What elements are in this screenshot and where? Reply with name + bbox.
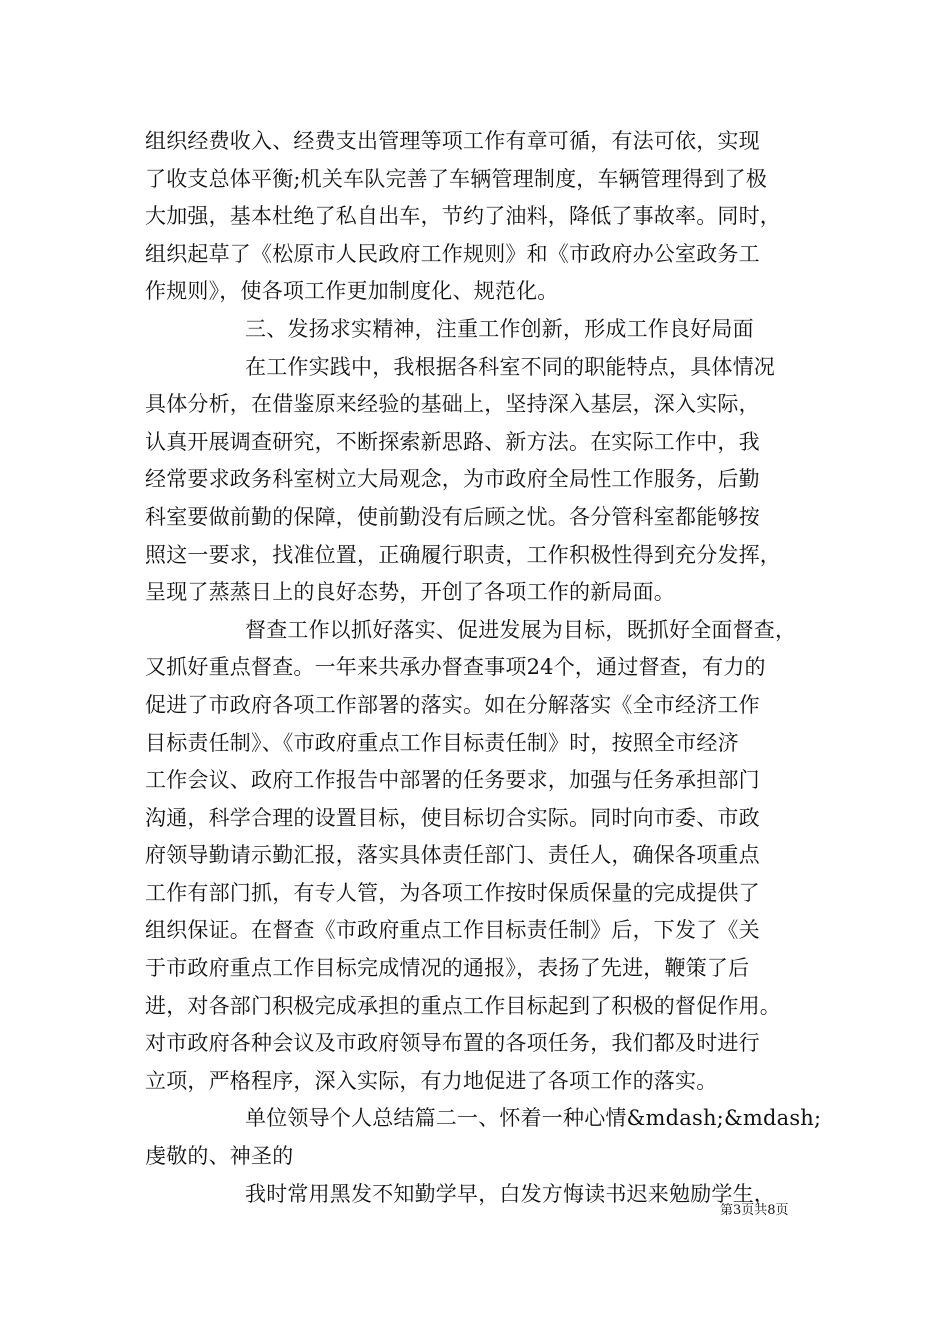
text-line: 沟通，科学合理的设置目标，使目标切合实际。同时向市委、市政 — [145, 805, 760, 830]
text-line: 进，对各部门积极完成承担的重点工作目标起到了积极的督促作用。 — [145, 993, 781, 1018]
text-line: 目标责任制》、《市政府重点工作目标责任制》时，按照全市经济 — [145, 730, 739, 755]
text-line: 工作会议、政府工作报告中部署的任务要求，加强与任务承担部门 — [145, 768, 760, 793]
text-line: 于市政府重点工作目标完成情况的通报》，表扬了先进，鞭策了后 — [145, 956, 750, 981]
document-body — [145, 123, 825, 1213]
text-line: 组织经费收入、经费支出管理等项工作有章可循，有法可依，实现 — [145, 129, 760, 153]
text-line: 对市政府各种会议及市政府领导布置的各项任务，我们都及时进行 — [145, 1031, 760, 1056]
text-line: 认真开展调查研究，不断探索新思路、新方法。在实际工作中，我 — [145, 429, 760, 454]
text-line: 了收支总体平衡;机关车队完善了车辆管理制度，车辆管理得到了极 — [145, 166, 768, 191]
paragraph — [145, 123, 825, 311]
text-line: 科室要做前勤的保障，使前勤没有后顾之忧。各分管科室都能够按 — [145, 504, 760, 529]
text-line: 三、发扬求实精神，注重工作创新，形成工作良好局面 — [245, 316, 754, 341]
text-line: 作规则》，使各项工作更加制度化、规范化。 — [145, 279, 559, 304]
page-number-footer: 第3页共8页 — [720, 1203, 789, 1218]
text-line: 虔敬的、神圣的 — [145, 1144, 294, 1169]
text-line: 大加强，基本杜绝了私自出车，节约了油料，降低了事故率。同时， — [145, 204, 781, 229]
text-line: 经常要求政务科室树立大局观念，为市政府全局性工作服务，后勤 — [145, 467, 760, 492]
text-line: 又抓好重点督查。一年来共承办督查事项24个，通过督查，有力的 — [145, 655, 766, 680]
text-line: 呈现了蒸蒸日上的良好态势，开创了各项工作的新局面。 — [145, 580, 675, 605]
text-line: 具体分析，在借鉴原来经验的基础上，坚持深入基层，深入实际， — [145, 392, 760, 417]
text-line: 督查工作以抓好落实、促进发展为目标，既抓好全面督查， — [245, 617, 797, 642]
paragraph — [145, 612, 825, 1101]
text-line: 工作有部门抓，有专人管，为各项工作按时保质保量的完成提供了 — [145, 880, 760, 905]
text-line: 在工作实践中，我根据各科室不同的职能特点，具体情况 — [245, 354, 775, 379]
text-line: 促进了市政府各项工作部署的落实。如在分解落实《全市经济工作 — [145, 692, 760, 717]
paragraph — [145, 349, 825, 612]
text-line: 组织起草了《松原市人民政府工作规则》和《市政府办公室政务工 — [145, 241, 760, 266]
text-line: 组织保证。在督查《市政府重点工作目标责任制》后，下发了《关 — [145, 918, 760, 943]
text-line: 府领导勤请示勤汇报，落实具体责任部门、责任人，确保各项重点 — [145, 843, 760, 868]
text-line: 我时常用黑发不知勤学早，白发方悔读书迟来勉励学生， — [245, 1181, 775, 1206]
text-line: 照这一要求，找准位置，正确履行职责，工作积极性得到充分发挥， — [145, 542, 781, 567]
text-line: 单位领导个人总结篇二一、怀着一种心情&mdash;&mdash; — [245, 1106, 822, 1131]
paragraph — [145, 1100, 825, 1175]
paragraph — [145, 311, 825, 349]
text-line: 立项，严格程序，深入实际，有力地促进了各项工作的落实。 — [145, 1068, 718, 1093]
